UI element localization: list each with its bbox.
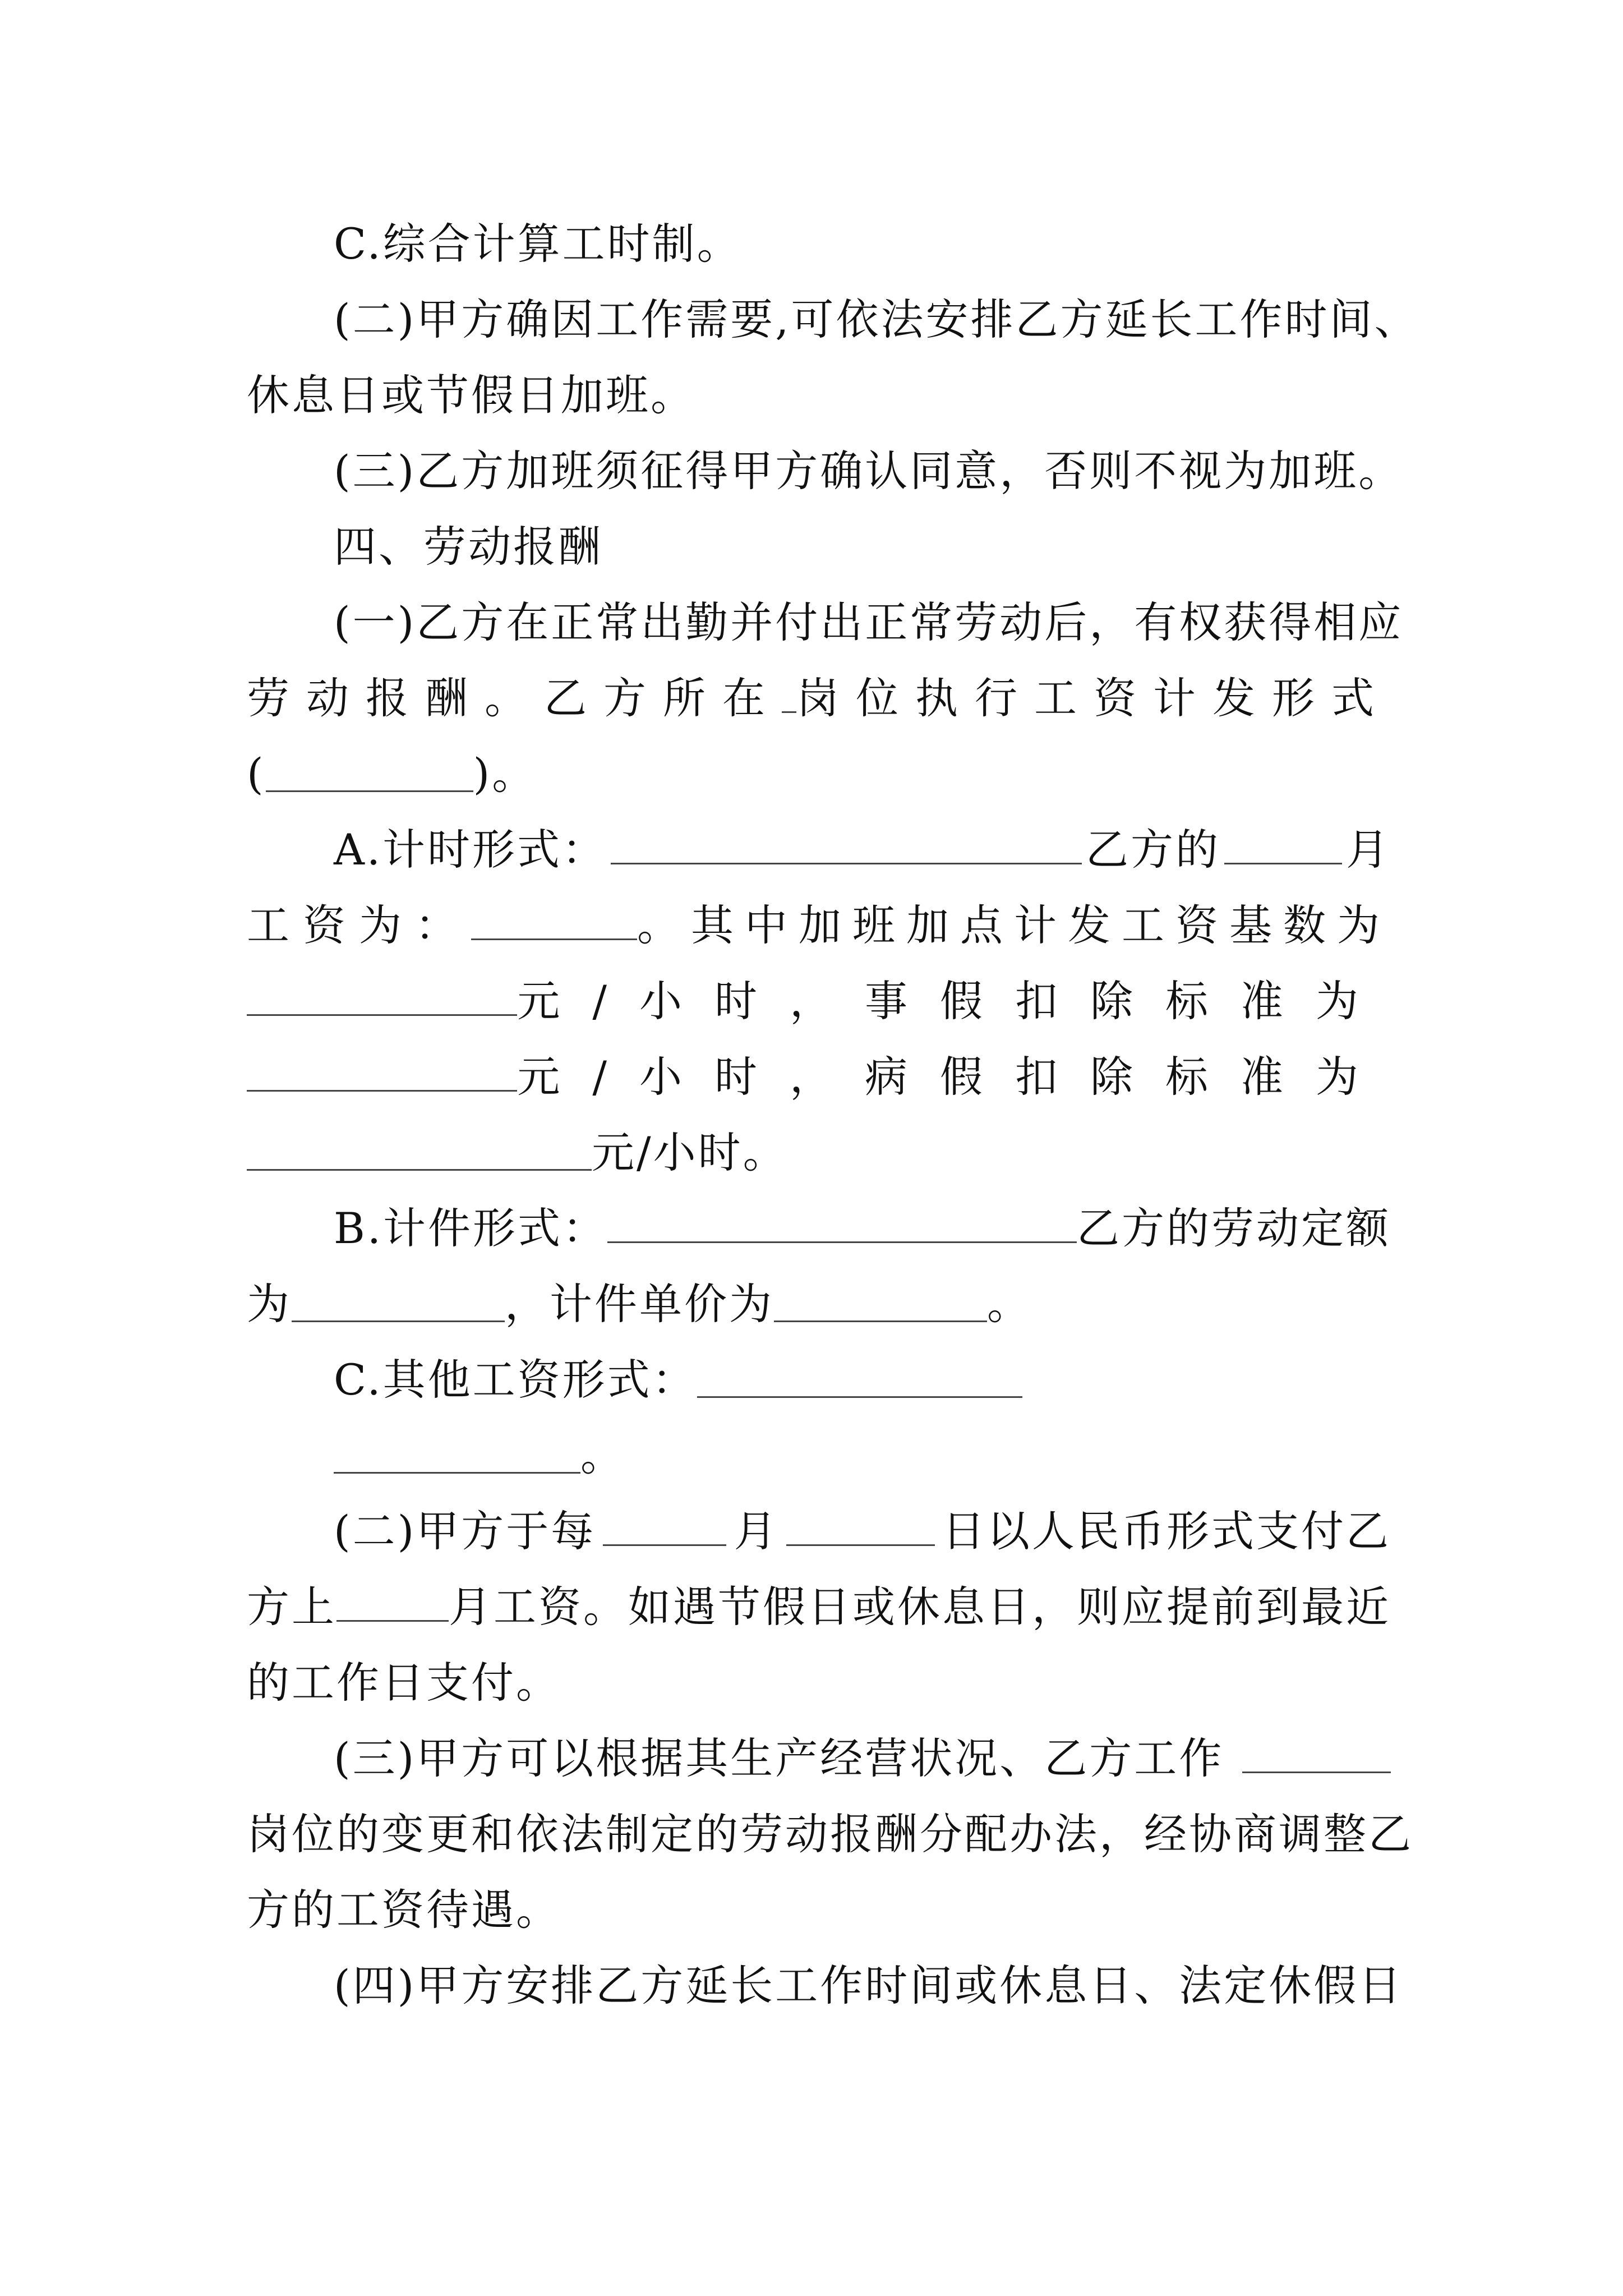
unit-price-blank (774, 1278, 987, 1322)
paragraph-line (247, 1271, 1391, 1338)
wage-form-blank (266, 748, 473, 792)
text-fragment: 劳动报酬。乙方所在 (247, 673, 782, 723)
previous-month-blank (336, 1577, 449, 1622)
wage-amount-blank (471, 896, 637, 940)
paragraph-line (334, 589, 1404, 656)
time-based-blank (611, 820, 1082, 864)
text-fragment: 日以人民币形式支付乙 (942, 1506, 1391, 1556)
text-fragment: 乙方的 (1086, 825, 1221, 875)
paragraph-line (247, 1043, 1391, 1111)
paragraph-line (247, 1801, 1413, 1868)
clause-overtime-pay: (四)甲方安排乙方延长工作时间或休息日、法定休假日 (334, 1961, 1404, 2010)
text-fragment: 月工资。如遇节假日或休息日，则应提前到最近 (449, 1582, 1391, 1632)
paragraph-line (334, 1195, 1391, 1262)
text-fragment: 。 (987, 1279, 1032, 1329)
job-blank (1242, 1729, 1391, 1773)
paragraph-line (334, 1952, 1404, 2019)
personal-leave-blank (247, 1047, 517, 1092)
paragraph-line (247, 1119, 1391, 1186)
clause-overtime-arrangement-cont: 休息日或节假日加班。 (247, 370, 695, 420)
clause-wage-adjustment-cont: 岗位的变更和依法制定的劳动报酬分配办法，经协商调整乙 (247, 1809, 1413, 1859)
text-fragment: 为 (247, 1279, 292, 1329)
paragraph-line (247, 1649, 1391, 1717)
heading-labor-remuneration: 四、劳动报酬 (334, 522, 603, 572)
text-fragment: 工资为： (247, 900, 471, 950)
paragraph-line (334, 1498, 1391, 1565)
paragraph-line (247, 1573, 1391, 1641)
position-blank (782, 669, 796, 713)
quota-blank (292, 1278, 505, 1322)
sick-leave-blank (247, 1126, 592, 1171)
paragraph-line (334, 438, 1404, 505)
label-piece-rate: B.计件形式： (334, 1203, 608, 1253)
paragraph-line (334, 1422, 1391, 1489)
paragraph-line (334, 286, 1419, 353)
paragraph-line (334, 1346, 1391, 1414)
paragraph-line (334, 1725, 1391, 1792)
payday-day-blank (786, 1502, 935, 1546)
other-wage-blank (697, 1354, 1022, 1398)
text-fragment: 。其中加班加点计发工资基数为 (637, 900, 1391, 950)
month-blank (1224, 820, 1342, 864)
label-other-wage: C.其他工资形式： (334, 1355, 697, 1405)
paragraph-line (334, 210, 1391, 278)
text-fragment: 方上 (247, 1582, 336, 1632)
text-personal-leave-rate: 元/小时，事假扣除标准为 (517, 976, 1391, 1026)
clause-remuneration-right: (一)乙方在正常出勤并付出正常劳动后，有权获得相应 (334, 597, 1404, 647)
payday-month-blank (603, 1502, 726, 1546)
label-time-based: A.计时形式： (334, 825, 607, 875)
clause-overtime-arrangement: (二)甲方确因工作需要,可依法安排乙方延长工作时间、 (334, 295, 1419, 344)
text-fragment: ，计件单价为 (505, 1279, 774, 1329)
text-c-comprehensive-hours: C.综合计算工时制。 (334, 219, 742, 269)
paragraph-line (247, 665, 1391, 732)
text-fragment: 岗位执行工资计发形式 (796, 673, 1391, 723)
paragraph-line (247, 1876, 1391, 1944)
section-heading (334, 513, 1391, 581)
paragraph-line (247, 362, 1391, 429)
text-sick-leave-rate: 元/小时，病假扣除标准为 (517, 1052, 1391, 1102)
text-fragment: 的工作日支付。 (247, 1658, 561, 1708)
text-fragment: 。 (580, 1430, 625, 1480)
text-fragment: )。 (473, 749, 537, 799)
other-wage-blank-cont (334, 1429, 580, 1474)
text-fragment: ( (247, 749, 266, 799)
text-fragment: 乙方的劳动定额 (1077, 1203, 1391, 1253)
paragraph-line (247, 968, 1391, 1035)
text-fragment: 月 (1345, 825, 1391, 875)
text-fragment: 元/小时。 (592, 1128, 788, 1177)
paragraph-line (334, 816, 1391, 884)
text-fragment: 月 (734, 1506, 779, 1556)
clause-wage-adjustment: (三)甲方可以根据其生产经营状况、乙方工作 (334, 1733, 1224, 1783)
text-fragment: 方的工资待遇。 (247, 1885, 561, 1935)
text-fragment: (二)甲方于每 (334, 1506, 596, 1556)
overtime-base-blank (247, 972, 517, 1016)
paragraph-line (247, 740, 1391, 808)
clause-overtime-approval: (三)乙方加班须征得甲方确认同意，否则不视为加班。 (334, 446, 1404, 496)
piece-rate-blank (607, 1199, 1077, 1243)
paragraph-line (247, 892, 1391, 959)
